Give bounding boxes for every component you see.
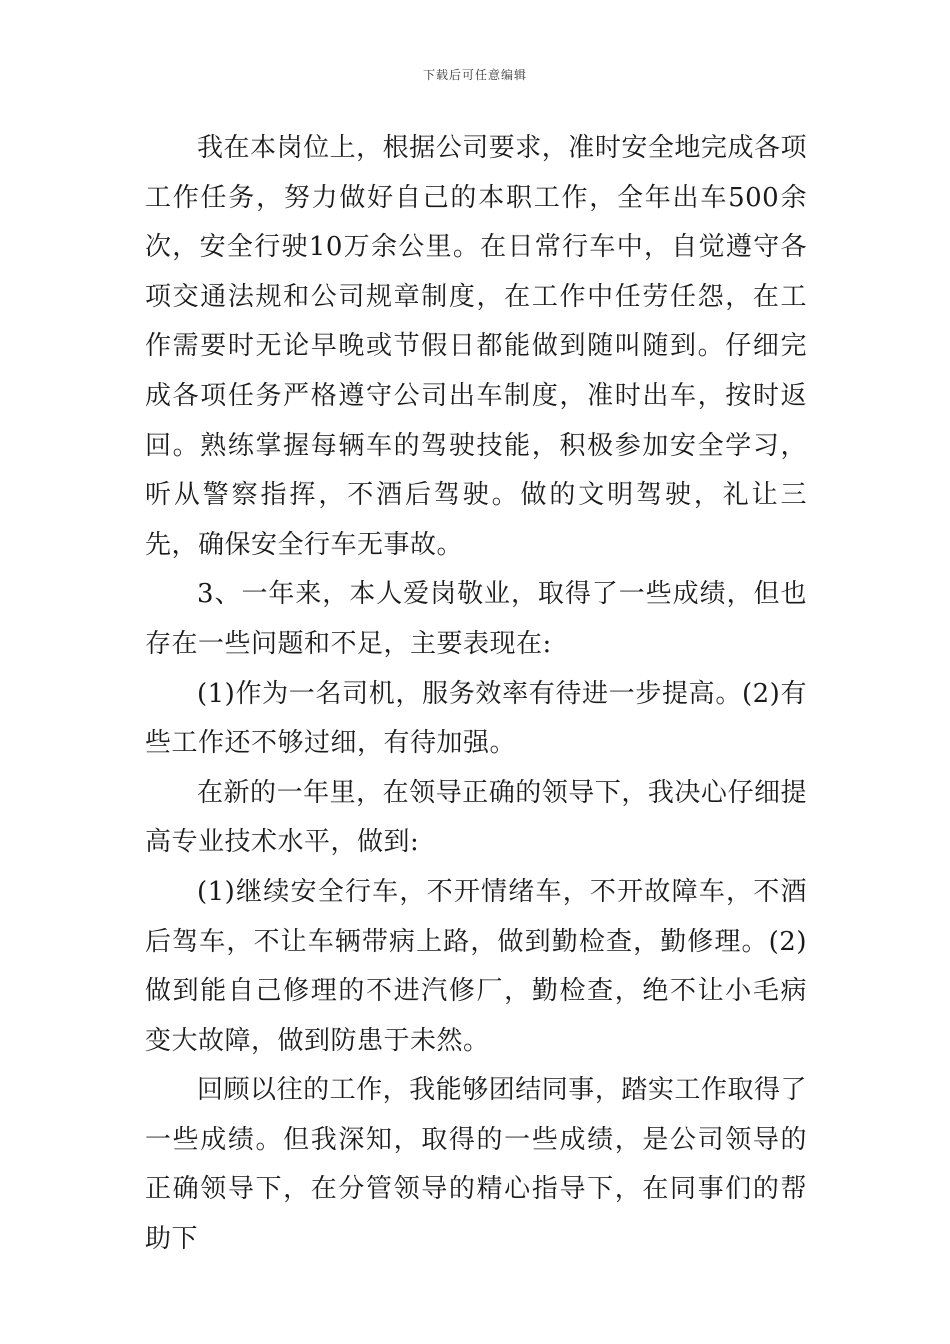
paragraph-new-year-plan: 在新的一年里，在领导正确的领导下，我决心仔细提高专业技术水平，做到: [145,777,807,858]
paragraph-plan-items: (1)继续安全行车，不开情绪车，不开故障车，不酒后驾车，不让车辆带病上路，做到勤检查，勤修理。(2)做到能自己修理的不进汽修厂，勤检查，绝不让小毛病变大故障，做到防患于未然。 [145,876,807,1056]
document-body [145,124,807,1265]
paragraph-review: 回顾以往的工作，我能够团结同事，踏实工作取得了一些成绩。但我深知，取得的一些成绩，是公司领导的正确领导下，在分管领导的精心指导下，在同事们的帮助下 [145,1075,807,1255]
paragraph-work-summary: 我在本岗位上，根据公司要求，准时安全地完成各项工作任务，努力做好自己的本职工作，全年出车500余次，安全行驶10万余公里。在日常行车中，自觉遵守各项交通法规和公司规章制度，在工作中任劳任怨，在工作需要时无论早晚或节假日都能做到随叫随到。仔细完成各项任务严格遵守公司出车制度，准时出车，按时返回。熟练掌握每辆车的驾驶技能，积极参加安全学习，听从警察指挥，不酒后驾驶。做的文明驾驶，礼让三先，确保安全行车无事故。 [145,133,807,560]
paragraph-shortcomings-list: (1)作为一名司机，服务效率有待进一步提高。(2)有些工作还不够过细，有待加强。 [145,678,807,759]
paragraph-shortcomings-intro: 3、一年来，本人爱岗敬业，取得了一些成绩，但也存在一些问题和不足，主要表现在: [145,579,807,659]
page-header-note: 下载后可任意编辑 [422,68,527,82]
